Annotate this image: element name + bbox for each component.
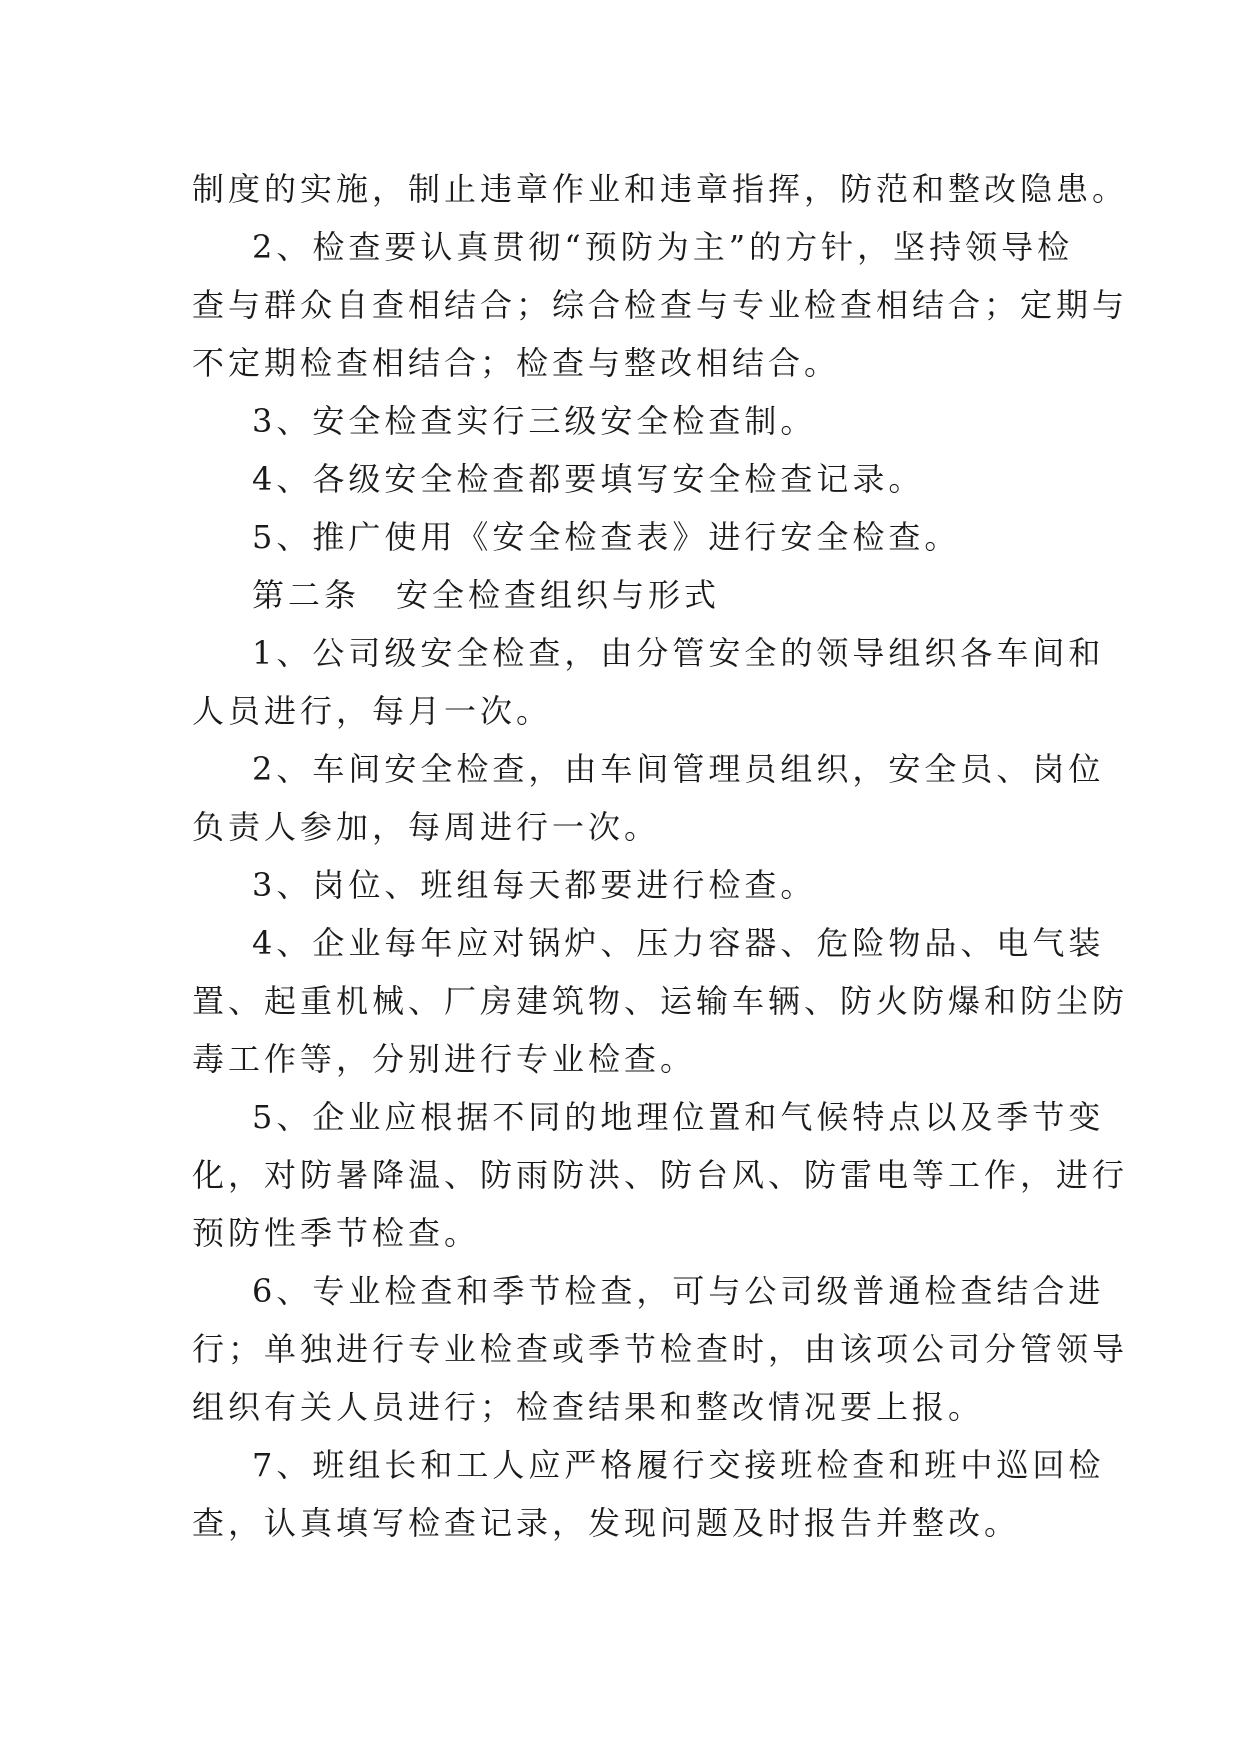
text-line: 第二条 安全检查组织与形式: [252, 576, 721, 614]
text-line: 查与群众自查相结合；综合检查与专业检查相结合；定期与: [192, 286, 1129, 324]
text-line: 制度的实施，制止违章作业和违章指挥，防范和整改隐患。: [192, 170, 1129, 208]
text-line: 5、企业应根据不同的地理位置和气候特点以及季节变: [252, 1098, 1105, 1136]
text-line: 4、企业每年应对锅炉、压力容器、危险物品、电气装: [252, 924, 1105, 962]
text-line: 毒工作等，分别进行专业检查。: [192, 1040, 697, 1078]
text-line: 置、起重机械、厂房建筑物、运输车辆、防火防爆和防尘防: [192, 982, 1129, 1020]
text-line: 3、安全检查实行三级安全检查制。: [252, 402, 817, 440]
text-line: 4、各级安全检查都要填写安全检查记录。: [252, 460, 925, 498]
text-line: 5、推广使用《安全检查表》进行安全检查。: [252, 518, 961, 556]
text-line: 1、公司级安全检查，由分管安全的领导组织各车间和: [252, 634, 1105, 672]
text-line: 不定期检查相结合；检查与整改相结合。: [192, 344, 841, 382]
text-line: 化，对防暑降温、防雨防洪、防台风、防雷电等工作，进行: [192, 1156, 1129, 1194]
text-line: 7、班组长和工人应严格履行交接班检查和班中巡回检: [252, 1446, 1105, 1484]
text-line: 2、检查要认真贯彻“预防为主”的方针，坚持领导检: [252, 228, 1074, 266]
text-line: 组织有关人员进行；检查结果和整改情况要上报。: [192, 1388, 985, 1426]
text-line: 查，认真填写检查记录，发现问题及时报告并整改。: [192, 1504, 1021, 1542]
text-line: 负责人参加，每周进行一次。: [192, 808, 661, 846]
document-body: [192, 160, 1129, 1552]
text-line: 行；单独进行专业检查或季节检查时，由该项公司分管领导: [192, 1330, 1129, 1368]
text-line: 3、岗位、班组每天都要进行检查。: [252, 866, 817, 904]
text-line: 人员进行，每月一次。: [192, 692, 553, 730]
text-line: 2、车间安全检查，由车间管理员组织，安全员、岗位: [252, 750, 1105, 788]
text-line: 预防性季节检查。: [192, 1214, 481, 1252]
text-line: 6、专业检查和季节检查，可与公司级普通检查结合进: [252, 1272, 1105, 1310]
